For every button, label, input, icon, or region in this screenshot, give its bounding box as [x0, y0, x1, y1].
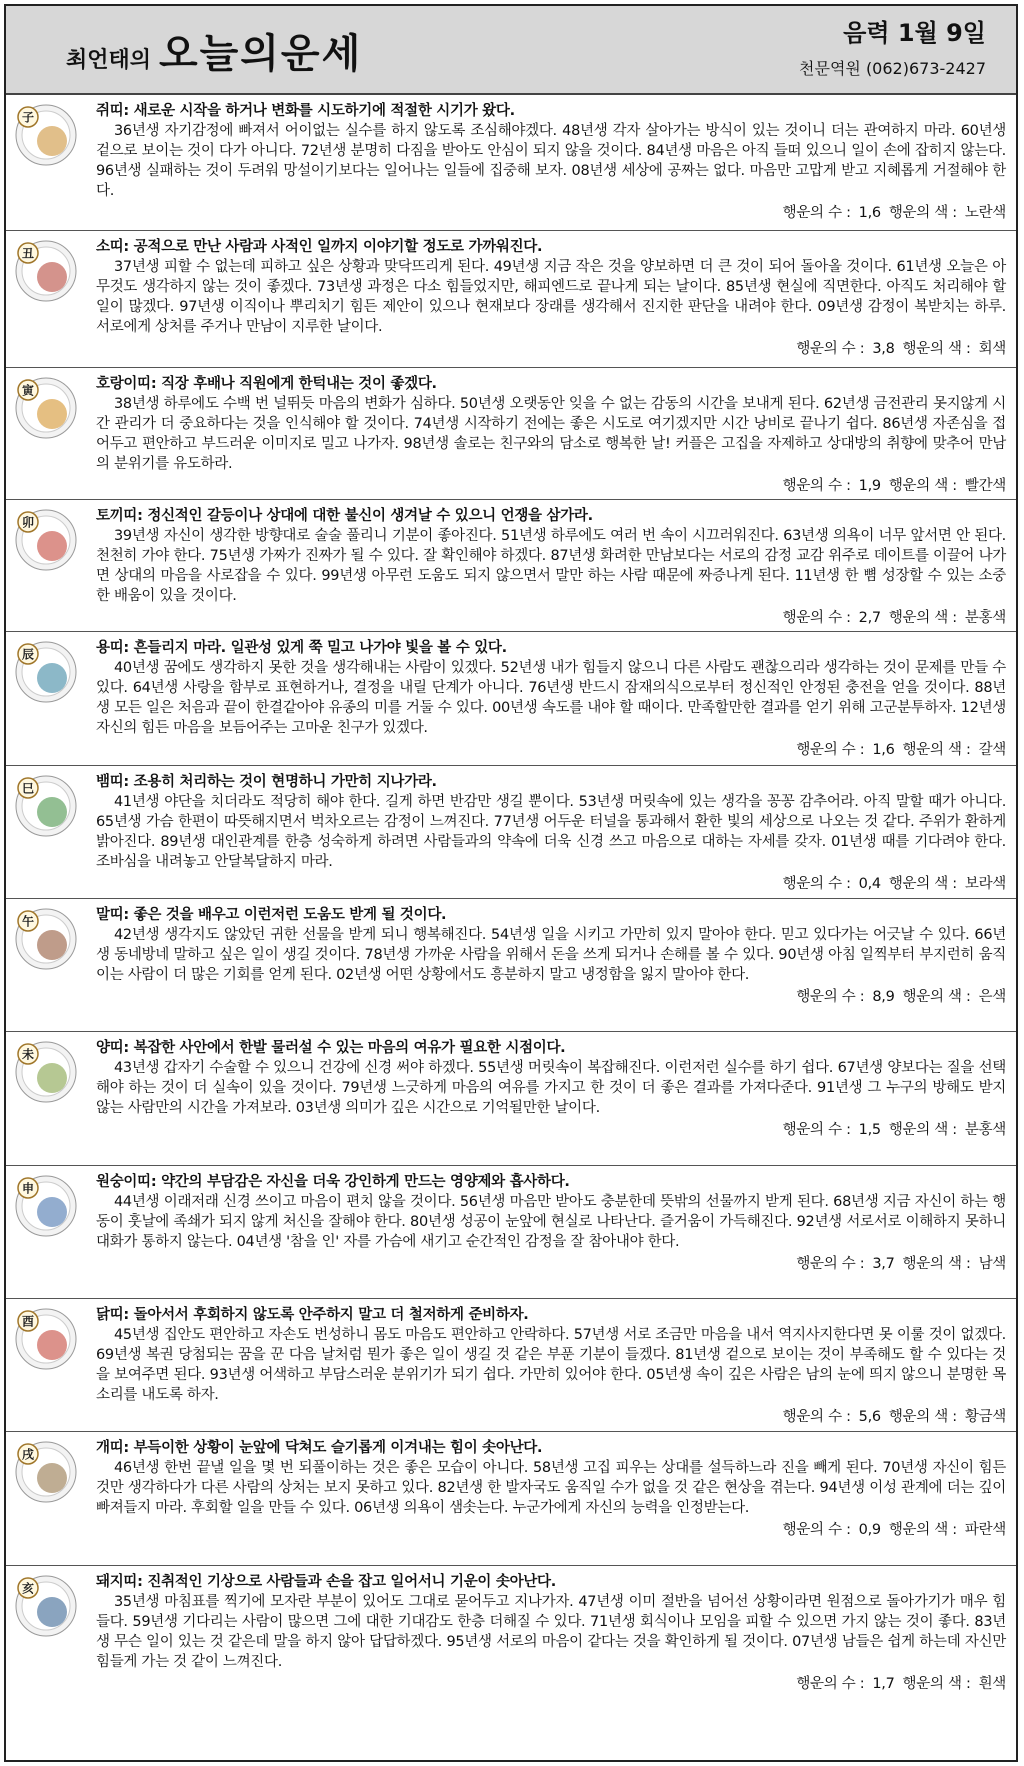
lucky-color: 파란색 [964, 1522, 1006, 1538]
lucky-color-label: 행운의 색 : [888, 478, 957, 494]
fortune-headline: 개띠: 부득이한 상황이 눈앞에 닥쳐도 슬기롭게 이겨내는 힘이 솟아난다. [96, 1440, 543, 1456]
fortune-body: 35년생 마침표를 찍기에 모자란 부분이 있어도 그대로 묻어두고 지나가자. 47년생 이미 절반을 넘어선 상황이라면 원점으로 돌아가기가 매우 힘들다. 59년생 기다리는 사람이 많으면 그에 대한 기대감도 한층 더해질 수 있다. 71년생 회식이나 모임을 피할 수 있으면 가지 않는 것이 좋다. 83년생 무슨 일이 있는 것 같은데 말을 하지 않아 답답하겠다. 95년생 서로의 마음이 같다는 것을 확인하게 될 것이다. 07년생 남들은 쉽게 하는데 자신만 힘들게 가는 것 같이 느껴진다. [96, 1594, 1006, 1670]
lucky-color: 분홍색 [964, 1122, 1006, 1138]
lucky-color: 분홍색 [964, 610, 1006, 626]
lucky-color: 회색 [978, 341, 1006, 357]
lucky-color-label: 행운의 색 : [902, 341, 971, 357]
lucky-number: 3,7 [872, 1256, 895, 1272]
lucky-number-label: 행운의 수 : [796, 742, 865, 758]
fortune-body: 41년생 야단을 치더라도 적당히 해야 한다. 길게 하면 반감만 생길 뿐이다. 53년생 머릿속에 있는 생각을 꽁꽁 감추어라. 아직 말할 때가 아니다. 65년생 가슴 한편이 따뜻해지면서 벅차오르는 감정이 느껴진다. 77년생 어두운 터널을 통과해서 환한 빛의 세상으로 나오는 것 같다. 주위가 환하게 밝아진다. 89년생 대인관계를 한층 성숙하게 하려면 사람들과의 약속에 더욱 신경 쓰고 마음으로 대하는 자세를 갖자. 01년생 때를 기다려야 한다. 조바심을 내려놓고 안달복달하지 마라. [96, 794, 1006, 870]
zodiac-glyph: 申 [21, 1181, 35, 1196]
fortune-text [96, 506, 1006, 628]
fortune-body: 45년생 집안도 편안하고 자손도 번성하니 몸도 마음도 편안하고 안락하다. 57년생 서로 조금만 마음을 내서 역지사지한다면 못 이룰 것이 없겠다. 69년생 복권 당첨되는 꿈을 꾼 다음 날처럼 뭔가 좋은 일이 생길 것 같은 부푼 기분이 들겠다. 81년생 겉으로 보이는 것이 부족해도 할 수 있다는 것을 보여주면 된다. 93년생 어색하고 부담스러운 분위기가 되기 쉽다. 가만히 있어야 한다. 05년생 속이 깊은 사람은 남의 눈에 띄지 않으니 분명한 목소리를 내도록 하자. [96, 1327, 1006, 1403]
fortune-text [96, 1038, 1006, 1140]
lucky-info [96, 1254, 1006, 1274]
zodiac-row-rabbit [6, 500, 1016, 632]
fortune-headline: 쥐띠: 새로운 시작을 하거나 변화를 시도하기에 적절한 시기가 왔다. [96, 103, 515, 119]
fortune-text [96, 1172, 1006, 1274]
fortune-body: 43년생 갑자기 수술할 수 있으니 건강에 신경 써야 하겠다. 55년생 머릿속이 복잡해진다. 이런저런 실수를 하기 쉽다. 67년생 양보다는 질을 선택해야 하는 것이 더 실속이 있을 것이다. 79년생 느긋하게 마음의 여유를 가지고 한 것이 더 좋은 결과를 가져다준다. 91년생 그 누구의 방해도 받지 않는 사람만의 시간을 가져보라. 03년생 의미가 깊은 시간으로 기억될만한 날이다. [96, 1060, 1006, 1116]
lucky-number-label: 행운의 수 : [796, 989, 865, 1005]
rooster-zodiac-icon [14, 1307, 78, 1371]
lucky-info [96, 987, 1006, 1007]
zodiac-row-rooster [6, 1299, 1016, 1432]
header-info [799, 16, 986, 82]
zodiac-glyph: 巳 [21, 781, 35, 796]
dragon-zodiac-icon [14, 640, 78, 704]
zodiac-glyph: 辰 [21, 647, 35, 662]
fortune-headline: 토끼띠: 정신적인 갈등이나 상대에 대한 불신이 생겨날 수 있으니 언쟁을 삼가라. [96, 508, 593, 524]
lucky-color-label: 행운의 색 : [902, 1676, 971, 1692]
lucky-number-label: 행운의 수 : [796, 1256, 865, 1272]
zodiac-glyph: 午 [21, 914, 35, 929]
lucky-info [96, 608, 1006, 628]
lucky-info [96, 476, 1006, 496]
author-name: 최언태의 [66, 47, 152, 73]
source-contact: 천문역원 (062)673-2427 [799, 59, 986, 78]
sheep-zodiac-icon [14, 1040, 78, 1104]
zodiac-row-sheep [6, 1032, 1016, 1166]
lucky-number: 0,9 [858, 1522, 881, 1538]
lucky-number-label: 행운의 수 : [782, 1522, 851, 1538]
lucky-number: 1,6 [872, 742, 895, 758]
tiger-zodiac-icon [14, 376, 78, 440]
lucky-number: 8,9 [872, 989, 895, 1005]
fortune-headline: 돼지띠: 진취적인 기상으로 사람들과 손을 잡고 일어서니 기운이 솟아난다. [96, 1574, 556, 1590]
zodiac-glyph: 戌 [21, 1447, 35, 1462]
dog-zodiac-icon [14, 1440, 78, 1504]
lucky-color-label: 행운의 색 : [888, 205, 957, 221]
lucky-info [96, 874, 1006, 894]
lucky-number-label: 행운의 수 : [796, 341, 865, 357]
lucky-number-label: 행운의 수 : [782, 876, 851, 892]
lucky-color: 남색 [978, 1256, 1006, 1272]
zodiac-glyph: 子 [21, 110, 35, 125]
brand [66, 22, 362, 79]
lucky-info [96, 203, 1006, 223]
header [6, 6, 1016, 95]
zodiac-row-monkey [6, 1166, 1016, 1299]
fortune-body: 39년생 자신이 생각한 방향대로 술술 풀리니 기분이 좋아진다. 51년생 하루에도 여러 번 속이 시끄러워진다. 63년생 의욕이 너무 앞서면 안 된다. 천천히 가야 한다. 75년생 가짜가 진짜가 될 수 있다. 잘 확인해야 하겠다. 87년생 화려한 만남보다는 서로의 감정 교감 위주로 데이트를 이끌어 나가면 상대의 마음을 사로잡을 수 있다. 99년생 아무런 도움도 되지 않으면서 말만 하는 사람 때문에 짜증나게 된다. 11년생 한 뼘 성장할 수 있는 소중한 배움이 있을 것이다. [96, 528, 1006, 604]
fortune-headline: 닭띠: 돌아서서 후회하지 않도록 안주하지 말고 더 철저하게 준비하자. [96, 1307, 529, 1323]
fortune-body: 40년생 꿈에도 생각하지 못한 것을 생각해내는 사람이 있겠다. 52년생 내가 힘들지 않으니 다른 사람도 괜찮으리라 생각하는 것이 문제를 만들 수 있다. 64년생 사랑을 함부로 표현하거나, 결정을 내릴 단계가 아니다. 76년생 반드시 잠재의식으로부터 정신적인 안정된 충전을 얻을 것이다. 88년생 모든 일은 처음과 끝이 한결같아야 유종의 미를 거둘 수 있다. 00년생 속도를 내야 할 때이다. 만족할만한 결과를 얻기 위해 고군분투하자. 12년생 자신의 힘든 마음을 보듬어주는 고마운 친구가 있겠다. [96, 660, 1006, 736]
lucky-color: 빨간색 [964, 478, 1006, 494]
lucky-number: 0,4 [858, 876, 881, 892]
lucky-number: 1,7 [872, 1676, 895, 1692]
lucky-color: 갈색 [978, 742, 1006, 758]
fortune-text [96, 1572, 1006, 1694]
fortune-text [96, 905, 1006, 1007]
lucky-info [96, 1520, 1006, 1540]
fortune-body: 38년생 하루에도 수백 번 널뛰듯 마음의 변화가 심하다. 50년생 오랫동안 잊을 수 없는 감동의 시간을 보내게 된다. 62년생 금전관리 못지않게 시간 관리가 더 중요하다는 것을 인식해야 할 것이다. 74년생 시작하기 전에는 좋은 시도로 여기겠지만 시간 낭비로 끝나기 쉽다. 86년생 자존심을 접어두고 편안하고 부드러운 이미지로 밀고 나가자. 98년생 솔로는 친구와의 담소로 행복한 날! 커플은 고집을 자제하고 상대방의 취향에 맞추어 만남의 분위기를 유도하라. [96, 396, 1006, 472]
pig-zodiac-icon [14, 1574, 78, 1638]
lucky-number-label: 행운의 수 : [782, 205, 851, 221]
lucky-color: 노란색 [964, 205, 1006, 221]
fortune-text [96, 101, 1006, 223]
lucky-info [96, 339, 1006, 359]
column-title: 오늘의운세 [159, 30, 363, 77]
lucky-number: 1,6 [858, 205, 881, 221]
fortune-headline: 양띠: 복잡한 사안에서 한발 물러설 수 있는 마음의 여유가 필요한 시점이다. [96, 1040, 566, 1056]
fortune-text [96, 1438, 1006, 1540]
fortune-page [4, 4, 1018, 1762]
zodiac-row-pig [6, 1566, 1016, 1762]
lucky-color-label: 행운의 색 : [888, 1409, 957, 1425]
fortune-headline: 뱀띠: 조용히 처리하는 것이 현명하니 가만히 지나가라. [96, 774, 437, 790]
zodiac-row-horse [6, 899, 1016, 1032]
lucky-number-label: 행운의 수 : [782, 478, 851, 494]
rabbit-zodiac-icon [14, 508, 78, 572]
fortune-text [96, 374, 1006, 496]
zodiac-glyph: 寅 [21, 383, 35, 398]
lucky-color-label: 행운의 색 : [902, 989, 971, 1005]
fortune-body: 46년생 한번 끝낼 일을 몇 번 되풀이하는 것은 좋은 모습이 아니다. 58년생 고집 피우는 상대를 설득하느라 진을 빼게 된다. 70년생 자신이 힘든 것만 생각하다가 다른 사람의 상처는 보지 못하고 있다. 82년생 한 발자국도 움직일 수가 없을 것 같은 현상을 겪는다. 94년생 이성 관계에 더는 깊이 빠져들지 마라. 후회할 일을 만들 수 있다. 06년생 의욕이 샘솟는다. 누군가에게 자신의 능력을 인정받는다. [96, 1460, 1006, 1516]
lucky-number: 1,9 [858, 478, 881, 494]
zodiac-glyph: 卯 [21, 515, 35, 530]
lucky-color-label: 행운의 색 : [888, 876, 957, 892]
zodiac-row-rat [6, 95, 1016, 231]
fortune-body: 42년생 생각지도 않았던 귀한 선물을 받게 되니 행복해진다. 54년생 일을 시키고 가만히 있지 말아야 한다. 믿고 있다가는 어긋날 수 있다. 66년생 동네방네 말하고 싶은 일이 생길 것이다. 78년생 가까운 사람을 위해서 돈을 쓰게 되거나 손해를 볼 수 있다. 90년생 아침 일찍부터 부지런히 움직이는 사람이 더 많은 기회를 얻게 된다. 02년생 어떤 상황에서도 흥분하지 말고 냉정함을 잃지 말아야 한다. [96, 927, 1006, 983]
zodiac-row-snake [6, 766, 1016, 899]
lucky-color: 황금색 [964, 1409, 1006, 1425]
zodiac-glyph: 丑 [21, 246, 35, 261]
lucky-number-label: 행운의 수 : [782, 1122, 851, 1138]
fortune-headline: 호랑이띠: 직장 후배나 직원에게 한턱내는 것이 좋겠다. [96, 376, 437, 392]
zodiac-row-dragon [6, 632, 1016, 766]
lucky-number-label: 행운의 수 : [782, 610, 851, 626]
monkey-zodiac-icon [14, 1174, 78, 1238]
zodiac-glyph: 酉 [21, 1314, 35, 1329]
lucky-color-label: 행운의 색 : [902, 742, 971, 758]
lucky-color-label: 행운의 색 : [902, 1256, 971, 1272]
lucky-number: 3,8 [872, 341, 895, 357]
fortune-headline: 소띠: 공적으로 만난 사람과 사적인 일까지 이야기할 정도로 가까워진다. [96, 239, 543, 255]
ox-zodiac-icon [14, 239, 78, 303]
lucky-color: 은색 [978, 989, 1006, 1005]
zodiac-glyph: 未 [21, 1047, 35, 1062]
fortune-headline: 원숭이띠: 약간의 부담감은 자신을 더욱 강인하게 만드는 영양제와 흡사하다. [96, 1174, 570, 1190]
horse-zodiac-icon [14, 907, 78, 971]
lucky-number-label: 행운의 수 : [782, 1409, 851, 1425]
lucky-info [96, 1120, 1006, 1140]
zodiac-row-ox [6, 231, 1016, 368]
fortune-body: 44년생 이래저래 신경 쓰이고 마음이 편치 않을 것이다. 56년생 마음만 받아도 충분한데 뜻밖의 선물까지 받게 된다. 68년생 지금 자신이 하는 행동이 훗날에 족쇄가 되지 않게 처신을 잘해야 한다. 80년생 성공이 눈앞에 현실로 나타난다. 즐거움이 가득해진다. 92년생 서로서로 이해하지 못하니 대화가 통하지 않는다. 04년생 '참을 인' 자를 가슴에 새기고 순간적인 감정을 잘 참아내야 한다. [96, 1194, 1006, 1250]
lucky-color: 보라색 [964, 876, 1006, 892]
lucky-info [96, 1407, 1006, 1427]
rat-zodiac-icon [14, 103, 78, 167]
snake-zodiac-icon [14, 774, 78, 838]
lucky-number: 5,6 [858, 1409, 881, 1425]
fortune-text [96, 638, 1006, 760]
zodiac-row-dog [6, 1432, 1016, 1566]
lucky-color-label: 행운의 색 : [888, 610, 957, 626]
zodiac-glyph: 亥 [21, 1581, 35, 1596]
lucky-info [96, 1674, 1006, 1694]
lucky-color-label: 행운의 색 : [888, 1522, 957, 1538]
fortune-text [96, 772, 1006, 894]
lucky-number-label: 행운의 수 : [796, 1676, 865, 1692]
fortune-body: 37년생 피할 수 없는데 피하고 싶은 상황과 맞닥뜨리게 된다. 49년생 지금 작은 것을 양보하면 더 큰 것이 되어 돌아올 것이다. 61년생 오늘은 아무것도 생각하지 않는 것이 좋겠다. 73년생 과정은 다소 힘들었지만, 해피엔드로 끝나게 되는 날이다. 85년생 현실에 직면한다. 아직도 처리해야 할 일이 많겠다. 97년생 이직이나 뿌리치기 힘든 제안이 있으나 현재보다 장래를 생각해서 진지한 판단을 내려야 한다. 09년생 감정이 복받치는 하루. 서로에게 상처를 주거나 만남이 지루한 날이다. [96, 259, 1006, 335]
lucky-color: 흰색 [978, 1676, 1006, 1692]
lucky-number: 1,5 [858, 1122, 881, 1138]
fortune-headline: 용띠: 흔들리지 마라. 일관성 있게 쭉 밀고 나가야 빛을 볼 수 있다. [96, 640, 507, 656]
fortune-headline: 말띠: 좋은 것을 배우고 이런저런 도움도 받게 될 것이다. [96, 907, 447, 923]
lucky-color-label: 행운의 색 : [888, 1122, 957, 1138]
fortune-text [96, 237, 1006, 359]
lunar-date: 음력 1월 9일 [843, 19, 986, 47]
fortune-text [96, 1305, 1006, 1427]
lucky-info [96, 740, 1006, 760]
fortune-body: 36년생 자기감정에 빠져서 어이없는 실수를 하지 않도록 조심해야겠다. 48년생 각자 살아가는 방식이 있는 것이니 더는 관여하지 마라. 60년생 겉으로 보이는 것이 다가 아니다. 72년생 분명히 다짐을 받아도 안심이 되지 않을 것이다. 84년생 마음은 아직 들떠 있으니 일이 손에 잡히지 않는다. 96년생 실패하는 것이 두려워 망설이기보다는 일어나는 일들에 집중해 보자. 08년생 세상에 공짜는 없다. 마음만 고맙게 받고 지혜롭게 거절해야 한다. [96, 123, 1006, 199]
lucky-number: 2,7 [858, 610, 881, 626]
zodiac-row-tiger [6, 368, 1016, 500]
